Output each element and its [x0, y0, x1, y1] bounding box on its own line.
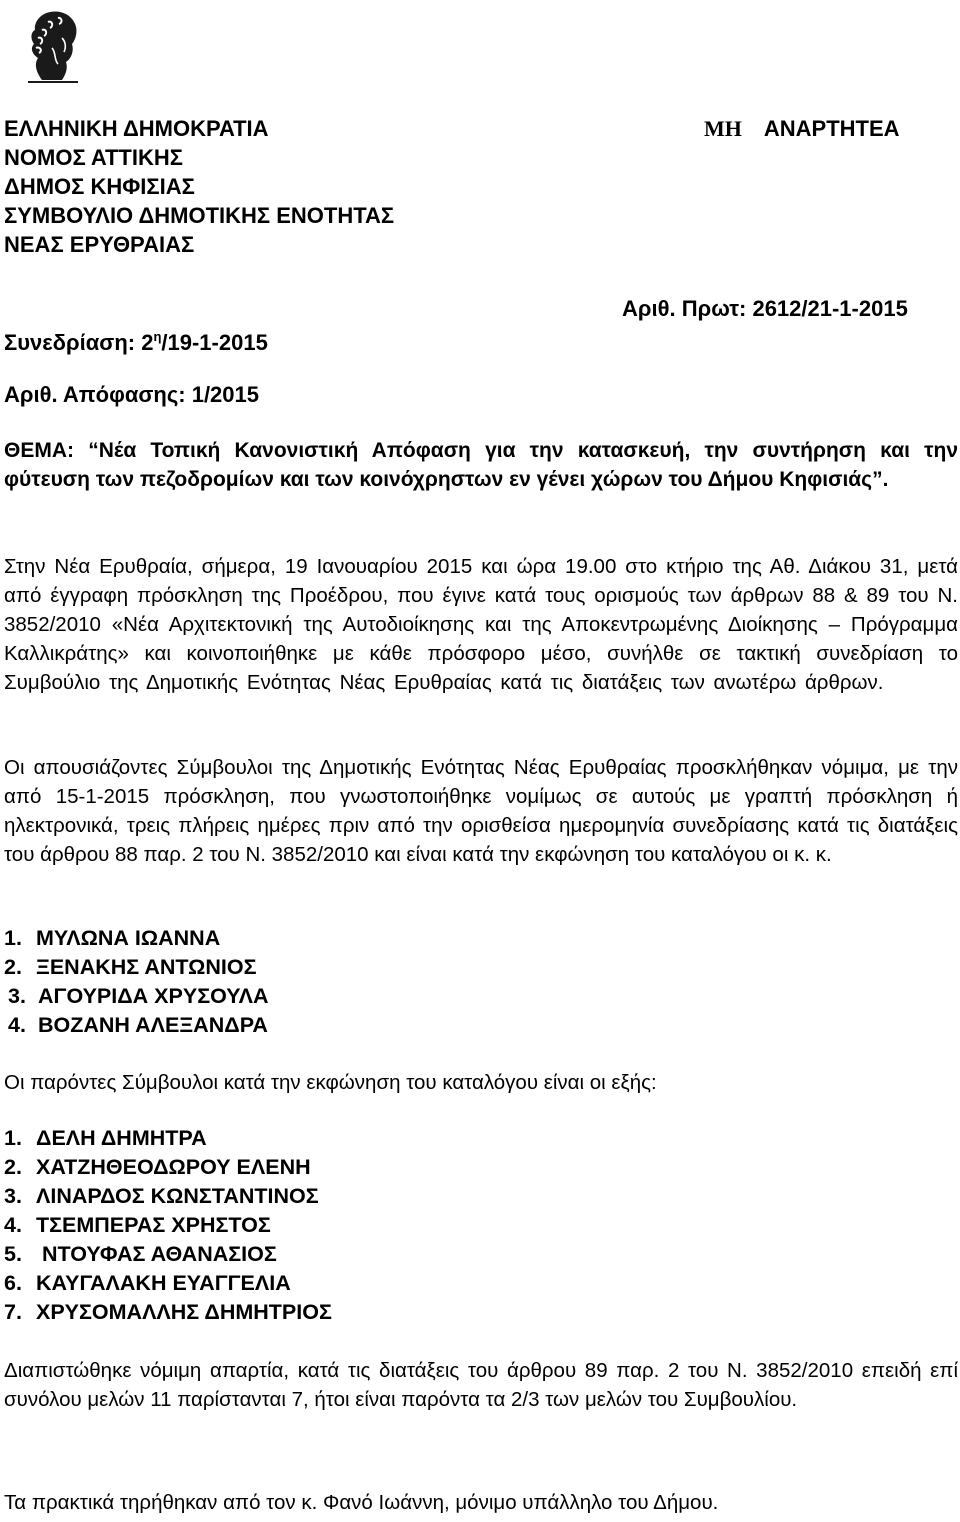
item-number: 6. [4, 1271, 22, 1295]
session-sup: η [153, 329, 162, 344]
item-number: 4. [8, 1013, 26, 1037]
session-prefix: Συνεδρίαση: 2 [4, 330, 154, 355]
decision-number: Αριθ. Απόφασης: 1/2015 [4, 382, 259, 407]
protocol-number: Αριθ. Πρωτ: 2612/21-1-2015 [622, 296, 908, 321]
item-number: 2. [4, 955, 22, 979]
header-line: ΝΕΑΣ ΕΡΥΘΡΑΙΑΣ [4, 232, 195, 257]
item-number: 4. [4, 1213, 22, 1237]
list-item [4, 1240, 332, 1269]
member-name: ΚΑΥΓΑΛΑΚΗ ΕΥΑΓΓΕΛΙΑ [36, 1271, 291, 1295]
session-info [4, 322, 268, 357]
list-item [4, 982, 269, 1011]
member-name: ΞΕΝΑΚΗΣ ΑΝΤΩΝΙΟΣ [36, 955, 257, 979]
intro-paragraph: Στην Νέα Ερυθραία, σήμερα, 19 Ιανουαρίου 2015 και ώρα 19.00 στο κτήριο της Αθ. Διάκου 31, μετά από έγγραφη πρόσκληση της Προέδρου, που έγινε κατά τους ορισμούς των άρθρων 88 & 89 του Ν. 3852/2010 «Νέα Αρχιτεκτονική της Αυτοδιοίκησης και της Αποκεντρωμένης Διοίκησης – Πρόγραμμα Καλλικράτης» και κοινοποιήθηκε με κάθε πρόσφορο μέσο, συνήλθε σε τακτική συνεδρίαση το Συμβούλιο της Δημοτικής Ενότητας Νέας Ερυθραίας κατά τις διατάξεις των ανωτέρω άρθρων. [4, 555, 958, 694]
member-name: ΛΙΝΑΡΔΟΣ ΚΩΝΣΤΑΝΤΙΝΟΣ [36, 1184, 319, 1208]
member-name: ΤΣΕΜΠΕΡΑΣ ΧΡΗΣΤΟΣ [36, 1213, 271, 1237]
absent-members-list [4, 924, 269, 1040]
quorum-paragraph: Διαπιστώθηκε νόμιμη απαρτία, κατά τις διατάξεις του άρθρου 89 παρ. 2 του Ν. 3852/2010 επειδή επί συνόλου μελών 11 παρίστανται 7, ήτοι είναι παρόντα τα 2/3 των μελών του Συμβουλίου. [4, 1359, 958, 1411]
session-suffix: /19-1-2015 [161, 330, 268, 355]
list-item [4, 1269, 332, 1298]
member-name: ΜΥΛΩΝΑ ΙΩΑΝΝΑ [36, 926, 221, 950]
present-paragraph: Οι παρόντες Σύμβουλοι κατά την εκφώνηση του καταλόγου είναι οι εξής: [4, 1071, 657, 1094]
not-posted-mh: ΜΗ [704, 116, 742, 141]
item-number: 3. [8, 984, 26, 1008]
item-number: 1. [4, 1126, 22, 1150]
list-item [4, 1298, 332, 1327]
minutes-paragraph: Τα πρακτικά τηρήθηκαν από τον κ. Φανό Ιωάννη, μόνιμο υπάλληλο του Δήμου. [4, 1491, 719, 1514]
header-line: ΔΗΜΟΣ ΚΗΦΙΣΙΑΣ [4, 174, 195, 199]
item-number: 1. [4, 926, 22, 950]
item-number: 5. [4, 1242, 22, 1266]
list-item [4, 1153, 332, 1182]
subject [4, 436, 958, 494]
list-item [4, 924, 269, 953]
list-item [4, 1211, 332, 1240]
not-posted-label [704, 114, 900, 143]
member-name: ΧΑΤΖΗΘΕΟΔΩΡΟΥ ΕΛΕΝΗ [36, 1155, 311, 1179]
list-item [4, 1124, 332, 1153]
member-name: ΧΡΥΣΟΜΑΛΛΗΣ ΔΗΜΗΤΡΙΟΣ [36, 1300, 332, 1324]
item-number: 2. [4, 1155, 22, 1179]
municipality-emblem [22, 8, 84, 84]
item-number: 7. [4, 1300, 22, 1324]
list-item [4, 1182, 332, 1211]
subject-label: ΘΕΜΑ: [4, 439, 74, 462]
header-line: ΝΟΜΟΣ ΑΤΤΙΚΗΣ [4, 145, 183, 170]
header-line: ΕΛΛΗΝΙΚΗ ΔΗΜΟΚΡΑΤΙΑ [4, 116, 269, 141]
list-item [4, 1011, 269, 1040]
list-item [4, 953, 269, 982]
not-posted-word: ΑΝΑΡΤΗΤΕΑ [763, 116, 900, 141]
member-name: ΔΕΛΗ ΔΗΜΗΤΡΑ [36, 1126, 207, 1150]
member-name: ΝΤΟΥΦΑΣ ΑΘΑΝΑΣΙΟΣ [42, 1242, 277, 1266]
subject-text: “Νέα Τοπική Κανονιστική Απόφαση για την κατασκευή, την συντήρηση και την φύτευση των πεζοδρομίων και των κοινόχρηστων εν γένει χώρων του Δήμου Κηφισιάς”. [4, 439, 958, 491]
header-line: ΣΥΜΒΟΥΛΙΟ ΔΗΜΟΤΙΚΗΣ ΕΝΟΤΗΤΑΣ [4, 203, 395, 228]
member-name: ΑΓΟΥΡΙΔΑ ΧΡΥΣΟΥΛΑ [38, 984, 269, 1008]
member-name: ΒΟΖΑΝΗ ΑΛΕΞΑΝΔΡΑ [38, 1013, 268, 1037]
present-members-list [4, 1124, 332, 1327]
item-number: 3. [4, 1184, 22, 1208]
absent-paragraph: Οι απουσιάζοντες Σύμβουλοι της Δημοτικής Ενότητας Νέας Ερυθραίας προσκλήθηκαν νόμιμα, με την από 15-1-2015 πρόσκληση, που γνωστοποιήθηκε νομίμως σε αυτούς με γραπτή πρόσκληση ή ηλεκτρονικά, τρεις πλήρεις ημέρες πριν από την ορισθείσα ημερομηνία συνεδρίασης κατά τις διατάξεις του άρθρου 88 παρ. 2 του Ν. 3852/2010 και είναι κατά την εκφώνηση του καταλόγου οι κ. κ. [4, 756, 958, 866]
